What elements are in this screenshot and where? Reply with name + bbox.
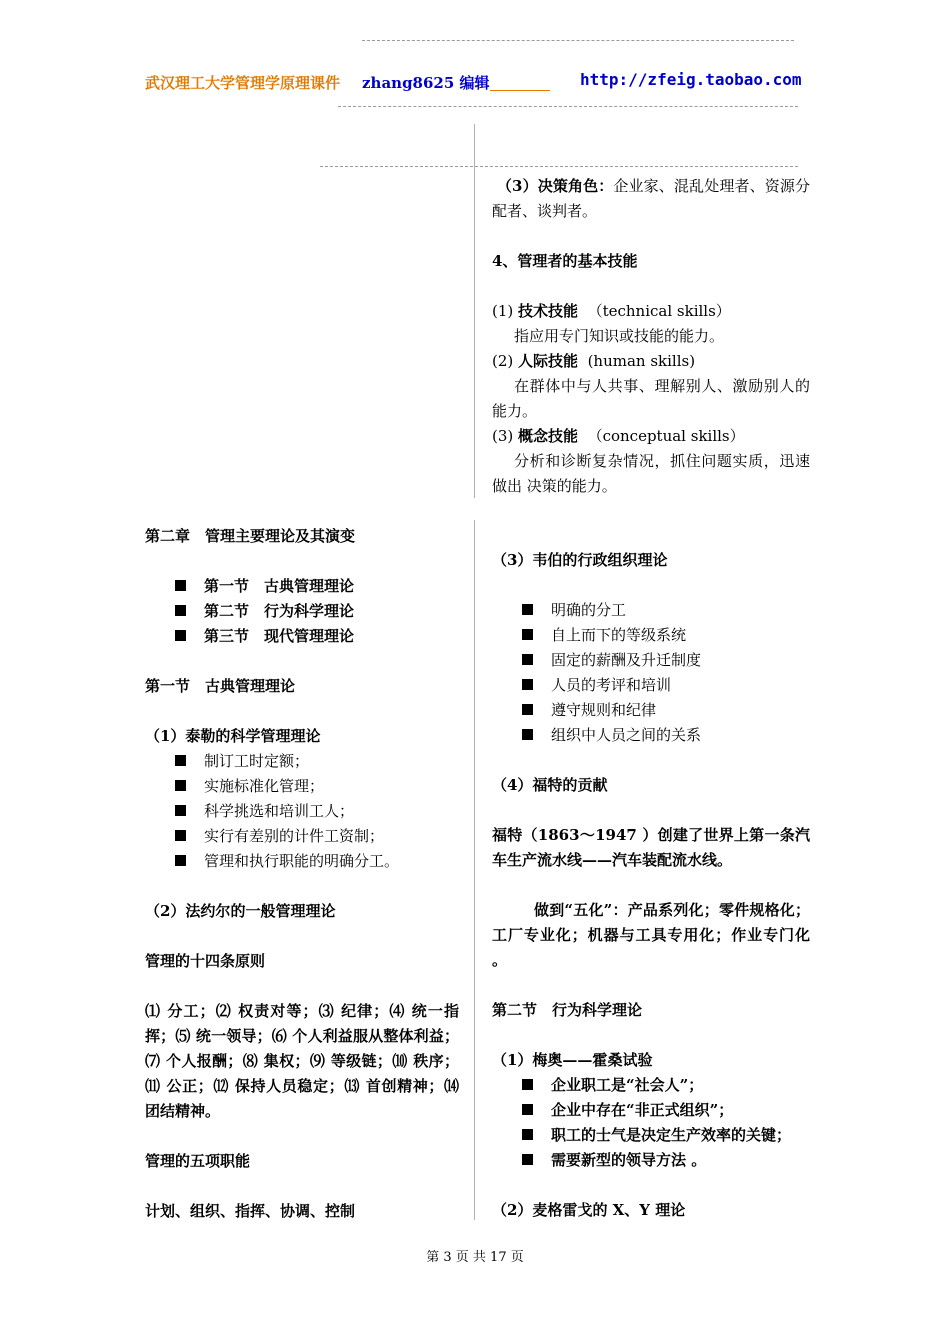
bullet-icon	[175, 805, 186, 816]
taylor-item: 科学挑选和培训工人；	[145, 799, 459, 824]
ford-title: （4）福特的贡献	[492, 776, 608, 794]
bullet-icon	[522, 1154, 533, 1165]
chapter-section-3: 第三节 现代管理理论	[145, 624, 459, 649]
mayo-title: （1）梅奥——霍桑试验	[492, 1051, 653, 1069]
header-link[interactable]: http://zfeig.taobao.com	[580, 70, 802, 89]
mayo-item: 需要新型的领导方法 。	[492, 1148, 810, 1173]
weber-item: 固定的薪酬及升迁制度	[492, 648, 810, 673]
bullet-icon	[522, 1129, 533, 1140]
decision-role-paragraph	[492, 174, 810, 224]
taylor-title: （1）泰勒的科学管理理论	[145, 727, 321, 745]
left-column	[145, 524, 459, 1224]
bullet-icon	[175, 855, 186, 866]
skill-3-en: （conceptual skills）	[587, 427, 745, 445]
header-dash-top	[362, 40, 794, 41]
skill-1-desc: 指应用专门知识或技能的能力。	[514, 327, 725, 345]
section2-title: 第二节 行为科学理论	[492, 1001, 643, 1019]
functions-text: 计划、组织、指挥、协调、控制	[145, 1202, 356, 1220]
principles-text: ⑴ 分工；⑵ 权责对等；⑶ 纪律；⑷ 统一指挥；⑸ 统一领导；⑹ 个人利益服从整体利益；⑺ 个人报酬；⑻ 集权；⑼ 等级链；⑽ 秩序；⑾ 公正；⑿ 保持人员稳定；⒀ 首创精神；⒁ 团结精神。	[145, 1002, 459, 1120]
taylor-item: 管理和执行职能的明确分工。	[145, 849, 459, 874]
column-divider-bottom	[474, 520, 475, 1220]
header-dash-bottom	[338, 106, 798, 107]
author-text: zhang8625 编辑	[362, 74, 490, 92]
functions-title: 管理的五项职能	[145, 1152, 251, 1170]
bullet-icon	[522, 654, 533, 665]
course-title-text: 武汉理工大学管理学原理课件	[145, 74, 341, 92]
taylor-item: 实施标准化管理；	[145, 774, 459, 799]
skill-2-en: (human skills)	[587, 352, 696, 370]
top-right-column	[492, 174, 810, 499]
skill-3-desc: 分析和诊断复杂情况，抓住问题实质，迅速做出 决策的能力。	[492, 452, 810, 495]
header-course-title	[145, 72, 550, 93]
weber-item: 自上而下的等级系统	[492, 623, 810, 648]
skill-2-head: (2) 人际技能 (human skills)	[492, 352, 696, 370]
chapter-title: 第二章 管理主要理论及其演变	[145, 527, 356, 545]
chapter-section-1: 第一节 古典管理理论	[145, 574, 459, 599]
bullet-icon	[522, 729, 533, 740]
bullet-icon	[175, 830, 186, 841]
column-divider-top	[474, 124, 475, 498]
page-footer: 第 3 页 共 17 页	[426, 1250, 524, 1265]
bullet-icon	[522, 1079, 533, 1090]
mayo-item: 企业职工是“社会人”；	[492, 1073, 810, 1098]
bullet-icon	[175, 580, 186, 591]
taylor-item: 制订工时定额；	[145, 749, 459, 774]
principles-title: 管理的十四条原则	[145, 952, 266, 970]
mcgregor-title: （2）麦格雷戈的 X、Y 理论	[492, 1201, 686, 1219]
skill-2-desc: 在群体中与人共事、理解别人、激励别人的能力。	[492, 377, 810, 420]
chapter-section-2: 第二节 行为科学理论	[145, 599, 459, 624]
skill-2-name: 人际技能	[518, 352, 579, 370]
section-dash	[320, 166, 798, 167]
skill-1-head: (1) 技术技能 （technical skills）	[492, 302, 731, 320]
skills-title: 4、管理者的基本技能	[492, 252, 638, 270]
ford-text: 福特（1863～1947 ）创建了世界上第一条汽车生产流水线——汽车装配流水线。	[492, 826, 810, 869]
bullet-icon	[175, 605, 186, 616]
mayo-item: 企业中存在“非正式组织”；	[492, 1098, 810, 1123]
decision-role-text: 企业家、混乱处理者、资源分配者、谈判者。	[492, 177, 810, 220]
header-underline	[490, 90, 550, 91]
weber-item: 组织中人员之间的关系	[492, 723, 810, 748]
bullet-icon	[522, 604, 533, 615]
weber-item: 人员的考评和培训	[492, 673, 810, 698]
bullet-icon	[175, 780, 186, 791]
skill-3-head: (3) 概念技能 （conceptual skills）	[492, 427, 745, 445]
bullet-icon	[522, 1104, 533, 1115]
fayol-title: （2）法约尔的一般管理理论	[145, 902, 336, 920]
weber-item: 明确的分工	[492, 598, 810, 623]
mayo-item: 职工的士气是决定生产效率的关键；	[492, 1123, 810, 1148]
right-column	[492, 548, 810, 1223]
skill-1-en: （technical skills）	[587, 302, 731, 320]
weber-item: 遵守规则和纪律	[492, 698, 810, 723]
weber-title: （3）韦伯的行政组织理论	[492, 551, 668, 569]
five-text: 做到“五化”：产品系列化；零件规格化；工厂专业化；机器与工具专用化；作业专门化 。	[492, 901, 810, 969]
decision-role-head: （3）决策角色：	[496, 177, 614, 195]
bullet-icon	[522, 629, 533, 640]
bullet-icon	[522, 704, 533, 715]
section1-title: 第一节 古典管理理论	[145, 677, 296, 695]
bullet-icon	[175, 755, 186, 766]
bullet-icon	[175, 630, 186, 641]
bullet-icon	[522, 679, 533, 690]
taylor-item: 实行有差别的计件工资制；	[145, 824, 459, 849]
skill-1-name: 技术技能	[518, 302, 579, 320]
skill-3-name: 概念技能	[518, 427, 579, 445]
